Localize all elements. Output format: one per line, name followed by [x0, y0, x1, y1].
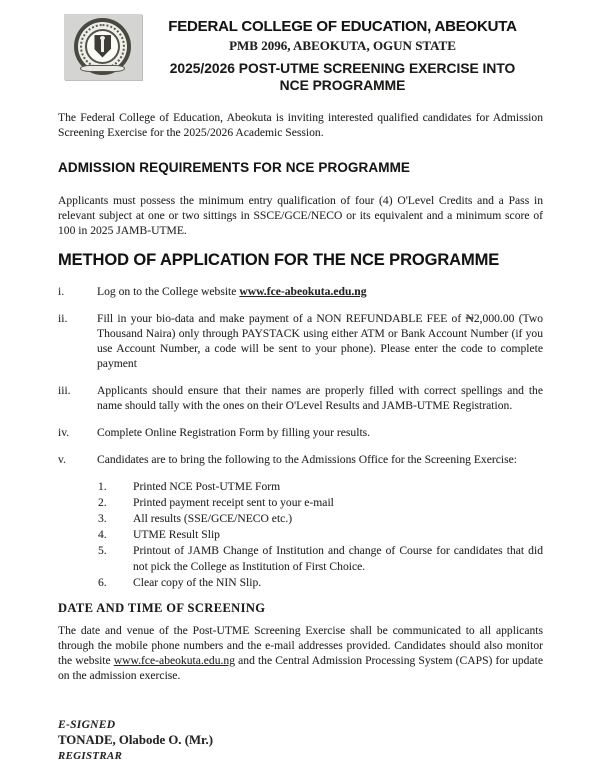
document-text: Printout of JAMB Change of Institution and change of Course for candidates that did not pick the College as Institution of First Choice.: [133, 544, 543, 573]
college-name: FEDERAL COLLEGE OF EDUCATION, ABEOKUTA: [168, 18, 517, 35]
step-marker: ii.: [58, 312, 68, 325]
crest-shield-icon: [94, 35, 111, 58]
college-crest-logo: [64, 14, 142, 80]
document-marker: 3.: [98, 512, 107, 525]
document-header: [58, 12, 543, 94]
college-website-link-2[interactable]: www.fce-abeokuta.edu.ng: [113, 654, 236, 667]
step-marker: v.: [58, 453, 66, 466]
document-item-2: [98, 495, 543, 511]
notice-title-line1: 2025/2026 POST-UTME SCREENING EXERCISE INTO: [169, 61, 516, 76]
step-i-text: Log on to the College website: [97, 285, 237, 298]
date-time-screening-heading: DATE AND TIME OF SCREENING: [58, 601, 266, 615]
step-text: Complete Online Registration Form by filling your results.: [97, 426, 371, 439]
document-marker: 5.: [98, 544, 107, 557]
step-marker: iv.: [58, 426, 70, 439]
signature-block: [58, 719, 543, 762]
crest-torch-icon: [101, 39, 104, 52]
step-marker: iii.: [58, 384, 71, 397]
header-title-block: [142, 12, 543, 94]
screening-paragraph: [58, 623, 543, 683]
method-step-iv: [58, 425, 543, 440]
notice-title-line2: NCE PROGRAMME: [279, 78, 406, 93]
document-marker: 2.: [98, 496, 107, 509]
method-step-iii: [58, 383, 543, 413]
document-text: Clear copy of the NIN Slip.: [133, 576, 262, 589]
document-marker: 1.: [98, 480, 107, 493]
college-website-link[interactable]: www.fce-abeokuta.edu.ng: [239, 285, 367, 298]
document-marker: 6.: [98, 576, 107, 589]
document-text: Printed NCE Post-UTME Form: [133, 480, 281, 493]
step-marker: i.: [58, 285, 65, 298]
document-item-6: [98, 575, 543, 591]
registrar-title: REGISTRAR: [58, 750, 123, 762]
admission-requirements-heading: ADMISSION REQUIREMENTS FOR NCE PROGRAMME: [58, 160, 411, 175]
method-step-v: [58, 452, 543, 467]
document-text: UTME Result Slip: [133, 528, 220, 541]
notice-title: [142, 60, 543, 94]
method-step-ii: [58, 311, 543, 371]
document-marker: 4.: [98, 528, 107, 541]
intro-paragraph: The Federal College of Education, Abeokuta is inviting interested qualified candidates for Admission Screening Exercise for the 2025/2026 Academic Session.: [58, 111, 543, 139]
screening-text-after: and the Central Admission Processing System (CAPS) for update on the admission exercise.: [58, 654, 543, 682]
required-documents-list: [58, 479, 543, 591]
step-text: [97, 284, 543, 299]
document-item-3: [98, 511, 543, 527]
document-item-1: [98, 479, 543, 495]
step-text: Fill in your bio-data and make payment of a NON REFUNDABLE FEE of ₦2,000.00 (Two Thousand Naira) only through PAYSTACK using either ATM or Bank Account Number (if you use Account Number, a code will be sent to your phone). Please enter the code to complete payment: [97, 312, 543, 370]
method-step-i: [58, 284, 543, 299]
method-steps-list: [58, 284, 543, 467]
screening-text-before: The date and venue of the Post-UTME Screening Exercise shall be communicated to all applicants through the mobile phone numbers and the e-mail addresses provided. Candidates should also monitor the website: [58, 624, 543, 667]
document-text: Printed payment receipt sent to your e-mail: [133, 496, 334, 509]
esigned-label: E-SIGNED: [58, 719, 116, 731]
step-text: Candidates are to bring the following to the Admissions Office for the Screening Exercise:: [97, 453, 517, 466]
document-text: All results (SSE/GCE/NECO etc.): [133, 512, 293, 525]
crest-seal-core: [85, 29, 120, 64]
registrar-name: TONADE, Olabode O. (Mr.): [58, 733, 213, 747]
document-item-5: [98, 543, 543, 575]
college-address: PMB 2096, ABEOKUTA, OGUN STATE: [229, 38, 456, 53]
step-text: Applicants should ensure that their names are properly filled with correct spellings and the name should tally with the ones on their O'Level Results and JAMB-UTME Registration.: [97, 384, 543, 412]
crest-seal-icon: [74, 18, 131, 75]
admission-requirements-paragraph: Applicants must possess the minimum entry qualification of four (4) O'Level Credits and a Pass in relevant subject at one or two sittings in SSCE/GCE/NECO or its equivalent and a minimum score of 100 in 2025 JAMB-UTME.: [58, 194, 543, 237]
method-of-application-heading: METHOD OF APPLICATION FOR THE NCE PROGRAMME: [58, 251, 500, 269]
document-item-4: [98, 527, 543, 543]
crest-ribbon: [80, 65, 125, 72]
